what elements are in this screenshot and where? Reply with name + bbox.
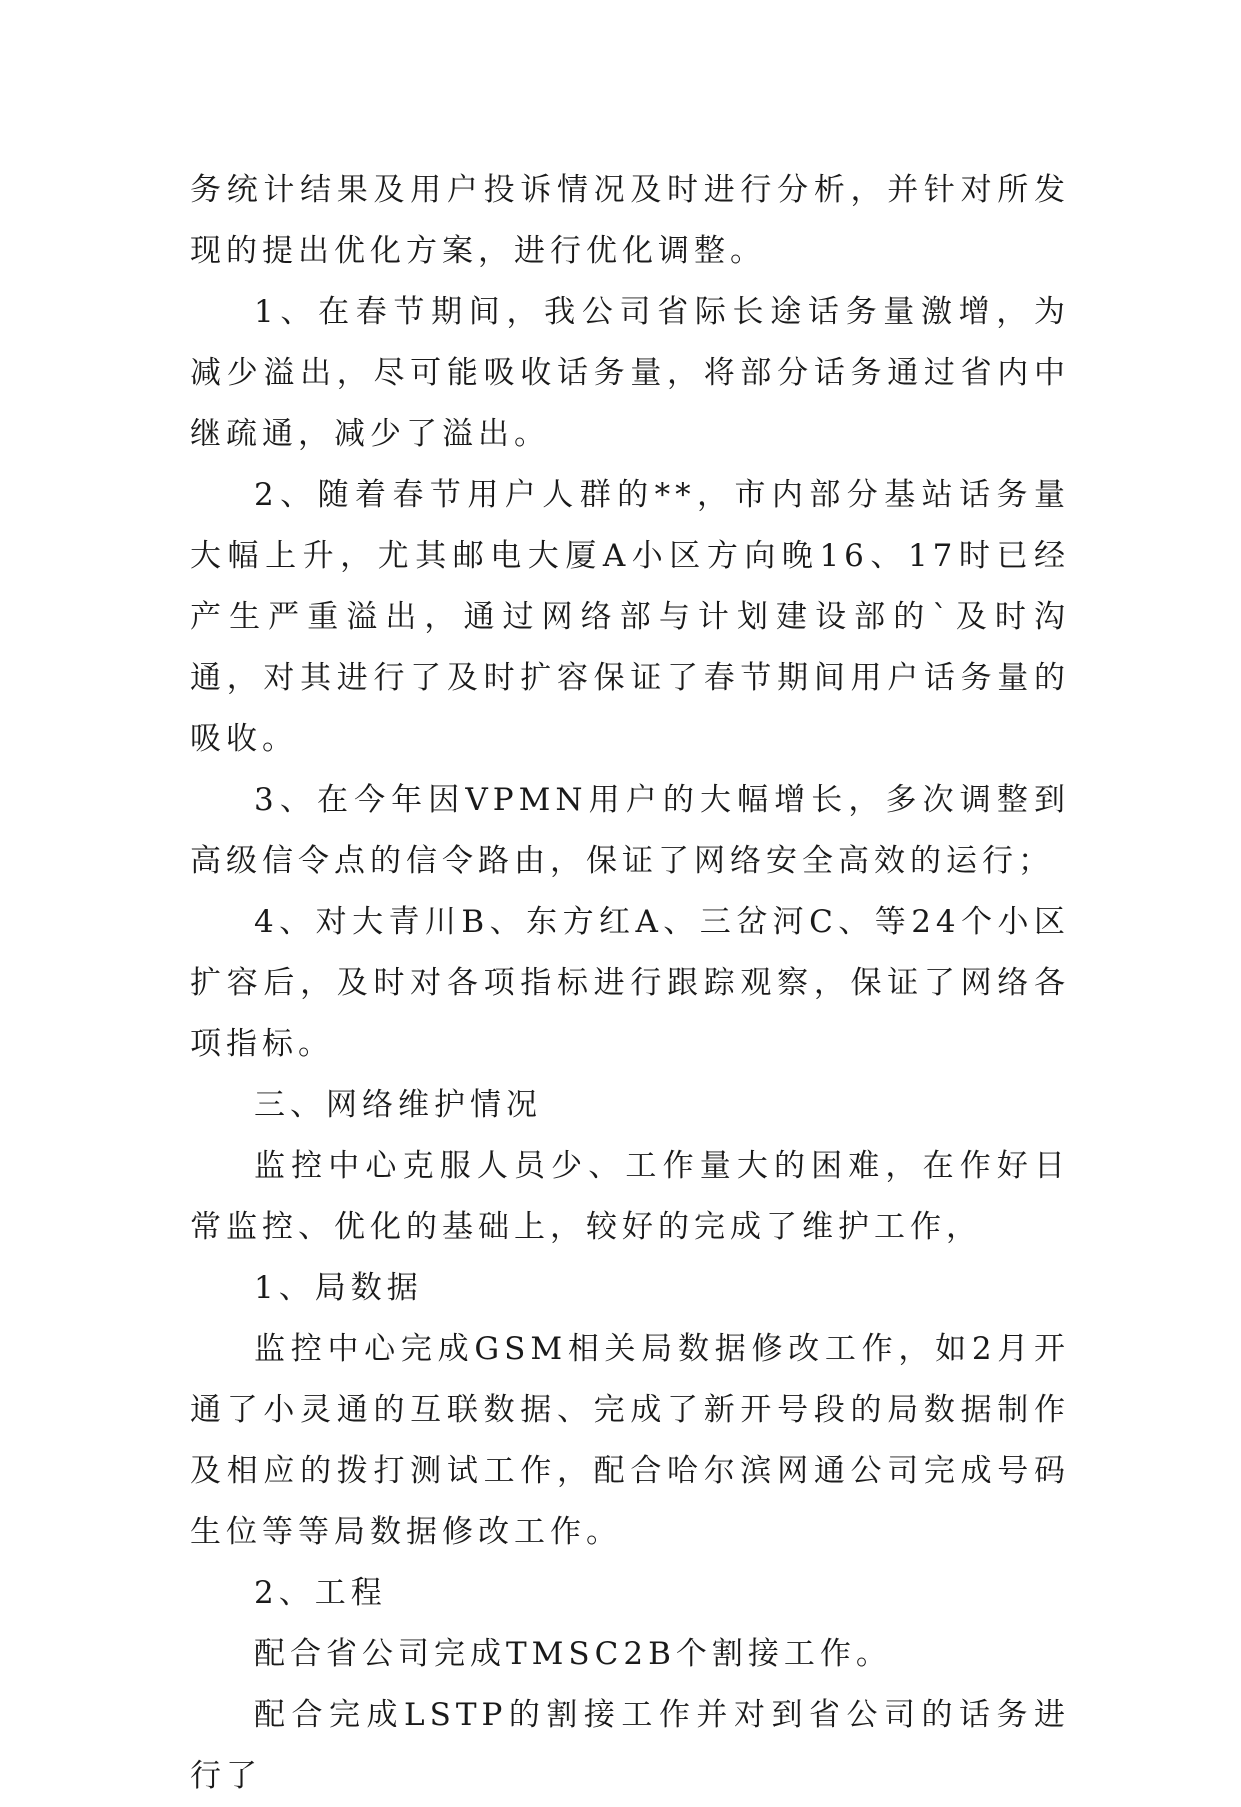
subheading-engineering: 2、工程 (254, 1575, 387, 1611)
paragraph-5: 4、对大青川B、东方红A、三岔河C、等24个小区扩容后，及时对各项指标进行跟踪观察，保证了网络各项指标。 (190, 904, 1070, 1062)
section-heading-network-maintenance: 三、网络维护情况 (254, 1087, 542, 1123)
paragraph-1: 务统计结果及用户投诉情况及时进行分析，并针对所发现的提出优化方案，进行优化调整。 (190, 172, 1070, 269)
paragraph-3: 2、随着春节用户人群的**，市内部分基站话务量大幅上升，尤其邮电大厦A小区方向晚16、17时已经产生严重溢出，通过网络部与计划建设部的`及时沟通，对其进行了及时扩容保证了春节期间用户话务量的吸收。 (190, 477, 1070, 757)
document-body (190, 160, 1070, 1807)
paragraph-9: 监控中心完成GSM相关局数据修改工作，如2月开通了小灵通的互联数据、完成了新开号段的局数据制作及相应的拨打测试工作，配合哈尔滨网通公司完成号码生位等等局数据修改工作。 (190, 1331, 1070, 1550)
paragraph-11: 配合省公司完成TMSC2B个割接工作。 (254, 1636, 892, 1672)
subheading-office-data: 1、局数据 (254, 1270, 423, 1306)
paragraph-4: 3、在今年因VPMN用户的大幅增长，多次调整到高级信令点的信令路由，保证了网络安全高效的运行； (190, 782, 1070, 879)
paragraph-12: 配合完成LSTP的割接工作并对到省公司的话务进行了 (190, 1697, 1070, 1794)
paragraph-7: 监控中心克服人员少、工作量大的困难，在作好日常监控、优化的基础上，较好的完成了维护工作， (190, 1148, 1070, 1245)
paragraph-2: 1、在春节期间，我公司省际长途话务量激增，为减少溢出，尽可能吸收话务量，将部分话务通过省内中继疏通，减少了溢出。 (190, 294, 1070, 452)
